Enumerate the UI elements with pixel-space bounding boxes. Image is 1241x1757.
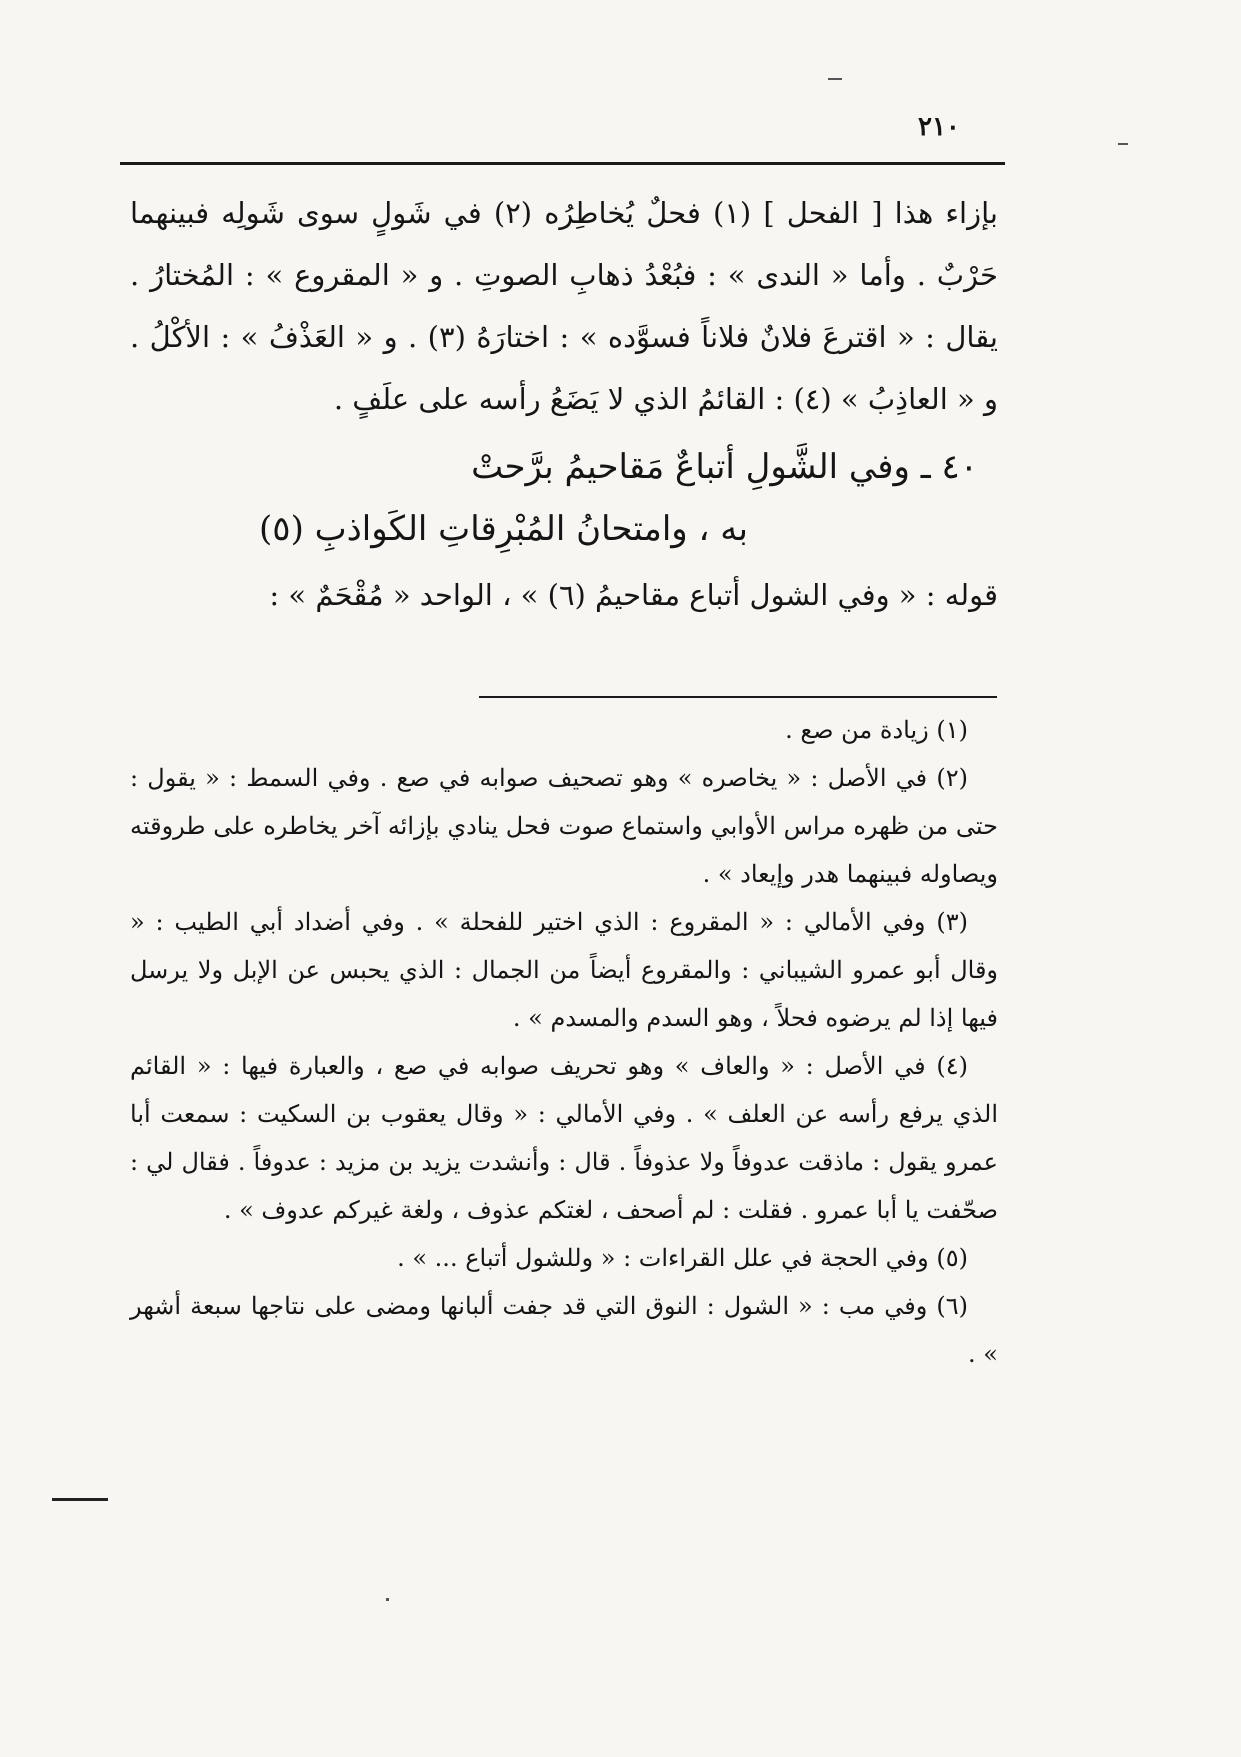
scan-speck <box>828 78 842 80</box>
footnote-text: وفي مب : « الشول : النوق التي قد جفت ألبانها ومضى على نتاجها سبعة أشهر » . <box>130 1292 998 1368</box>
footnote-text: وفي الأمالي : « المقروع : الذي اختير للفحلة » . وفي أضداد أبي الطيب : « وقال أبو عمرو الشيباني : والمقروع أيضاً من الجمال : الذي يحبس عن الإبل ولا يرسل فيها إذا لم يرضوه فحلاً ، وهو السدم والمسدم » . <box>130 908 998 1032</box>
footnote-5 <box>130 1234 998 1282</box>
footnote-1 <box>130 706 998 754</box>
footnote-text: وفي الحجة في علل القراءات : « وللشول أتباع ... » . <box>397 1244 929 1272</box>
footnote-rule <box>479 696 997 698</box>
footnote-6 <box>130 1282 998 1378</box>
footnote-text: زيادة من صع . <box>785 716 929 744</box>
verse <box>130 436 998 560</box>
scan-speck <box>386 1598 389 1601</box>
footnote-number: (٥) <box>936 1244 968 1272</box>
footnote-text: في الأصل : « والعاف » وهو تحريف صوابه في صع ، والعبارة فيها : « القائم الذي يرفع رأسه عن العلف » . وفي الأمالي : « وقال يعقوب بن السكيت : سمعت أبا عمرو يقول : ماذقت عدوفاً ولا عذوفاً . قال : وأنشدت يزيد بن مزيد : عدوفاً . فقال لي : صحّفت يا أبا عمرو . فقلت : لم أصحف ، لغتكم عذوف ، ولغة غيركم عدوف » . <box>130 1052 998 1224</box>
footnote-number: (٢) <box>936 764 968 792</box>
main-paragraph-1: بإزاء هذا [ الفحل ] (١) فحلٌ يُخاطِرُه (٢) في شَولٍ سوى شَولِه فبينهما حَرْبٌ . وأما « الندى » : فبُعْدُ ذهابِ الصوتِ . و « المقروع » : المُختارُ . يقال : « اقترعَ فلانٌ فلاناً فسوَّده » : اختارَهُ (٣) . و « العَذْفُ » : الأكْلُ . و « العاذِبُ » (٤) : القائمُ الذي لا يَضَعُ رأسه على علَفٍ . <box>130 196 998 416</box>
scan-speck <box>1118 143 1128 145</box>
footnote-4 <box>130 1042 998 1234</box>
page-number: ٢١٠ <box>918 112 960 142</box>
footnote-number: (٣) <box>936 908 968 936</box>
footnotes <box>130 706 998 1378</box>
footnote-2 <box>130 754 998 898</box>
footnote-number: (١) <box>936 716 968 744</box>
footnote-text: في الأصل : « يخاصره » وهو تصحيف صوابه في صع . وفي السمط : « يقول : حتى من ظهره مراس الأوابي واستماع صوت فحل ينادي بإزائه آخر يخاطره على طروقته ويصاوله فبينهما هدر وإيعاد » . <box>130 764 998 888</box>
footnote-number: (٤) <box>936 1052 968 1080</box>
footnote-number: (٦) <box>936 1292 968 1320</box>
main-paragraph-2: قوله : « وفي الشول أتباع مقاحيمُ (٦) » ، الواحد « مُقْحَمٌ » : <box>269 578 998 612</box>
main-text <box>130 182 998 626</box>
header-rule <box>120 162 1005 165</box>
verse-line-2: به ، وامتحانُ المُبْرِقاتِ الكَواذبِ (٥) <box>259 509 748 549</box>
verse-line-1: ٤٠ ـ وفي الشَّولِ أتباعٌ مَقاحيمُ برَّحتْ <box>471 447 978 487</box>
footnote-3 <box>130 898 998 1042</box>
margin-dash <box>52 1498 108 1501</box>
